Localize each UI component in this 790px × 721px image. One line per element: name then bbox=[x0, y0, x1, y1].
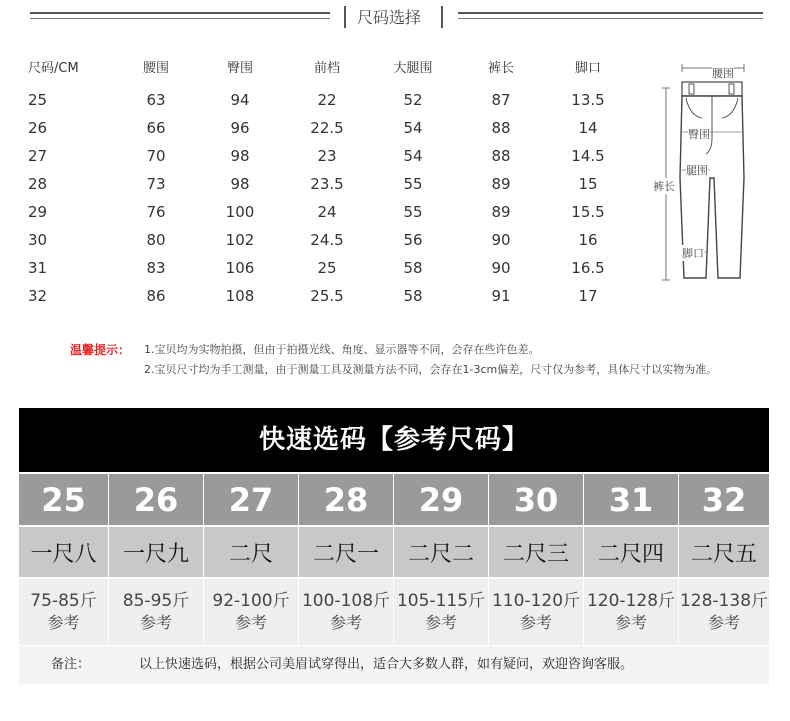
quick-weight-cell bbox=[394, 579, 489, 645]
size-table-cell: 54 bbox=[403, 119, 423, 137]
diagram-hip-label: 臀围 bbox=[688, 128, 710, 141]
size-table-cell: 73 bbox=[146, 175, 166, 193]
size-table-cell: 16.5 bbox=[571, 259, 605, 277]
size-table-row bbox=[28, 170, 630, 198]
size-table-cell: 86 bbox=[146, 287, 166, 305]
quick-size-title: 快速选码【参考尺码】 bbox=[19, 408, 769, 472]
note-bar bbox=[19, 646, 769, 684]
weight-range: 128-138斤 bbox=[679, 591, 769, 611]
size-table-cell: 26 bbox=[28, 119, 48, 137]
weight-range: 75-85斤 bbox=[30, 591, 97, 611]
size-table-cell: 25 bbox=[28, 91, 48, 109]
size-table-cell: 55 bbox=[403, 203, 423, 221]
weight-range: 105-115斤 bbox=[396, 591, 486, 611]
size-table-cell: 89 bbox=[491, 175, 511, 193]
diagram-waist-label: 腰围 bbox=[712, 67, 734, 80]
size-table-cell: 22 bbox=[317, 91, 337, 109]
quick-weight-cell bbox=[19, 579, 109, 645]
diagram-length-label: 裤长 bbox=[653, 180, 675, 193]
weight-range: 110-120斤 bbox=[491, 591, 581, 611]
size-table-cell: 108 bbox=[225, 287, 255, 305]
header-cell: 前档 bbox=[313, 60, 340, 76]
note-label: 备注： bbox=[51, 657, 91, 672]
section-title: 尺码选择 bbox=[357, 8, 422, 27]
size-table-cell: 76 bbox=[146, 203, 166, 221]
size-table-cell: 56 bbox=[403, 231, 423, 249]
size-table-cell: 25.5 bbox=[310, 287, 344, 305]
size-table-cell: 24 bbox=[317, 203, 337, 221]
header-bar-right bbox=[441, 6, 443, 28]
size-table-cell: 25 bbox=[317, 259, 337, 277]
header-rule-right bbox=[458, 12, 763, 14]
size-table-cell: 15 bbox=[578, 175, 598, 193]
size-table-row bbox=[28, 198, 630, 226]
size-table-cell: 22.5 bbox=[310, 119, 344, 137]
size-table bbox=[28, 54, 630, 310]
weight-ref-label: 参考 bbox=[47, 613, 80, 632]
size-table-cell: 90 bbox=[491, 259, 511, 277]
header-bar-left bbox=[344, 6, 346, 28]
size-table-cell: 91 bbox=[491, 287, 511, 305]
quick-size-cell: 32 bbox=[679, 474, 769, 525]
pants-diagram bbox=[640, 58, 780, 298]
quick-size-cell: 28 bbox=[299, 474, 394, 525]
size-table-cell: 66 bbox=[146, 119, 166, 137]
waist-row bbox=[19, 525, 769, 577]
size-table-cell: 23 bbox=[317, 147, 337, 165]
quick-waist-cell: 二尺四 bbox=[584, 527, 679, 577]
header-rule-left-thin bbox=[30, 18, 330, 19]
quick-weight-cell bbox=[109, 579, 204, 645]
size-table-cell: 98 bbox=[230, 175, 250, 193]
weight-range: 85-95斤 bbox=[122, 591, 190, 611]
header-cell: 尺码/CM bbox=[28, 60, 79, 76]
tips-line-1: 1.宝贝均为实物拍摄，但由于拍摄光线、角度、显示器等不同，会存在些许色差。 bbox=[144, 343, 540, 356]
size-table-cell: 24.5 bbox=[310, 231, 344, 249]
weight-row bbox=[19, 577, 769, 645]
weight-ref-label: 参考 bbox=[519, 613, 552, 632]
size-table-row bbox=[28, 226, 630, 254]
quick-size-cell: 30 bbox=[489, 474, 584, 525]
size-table-row bbox=[28, 282, 630, 310]
size-table-header bbox=[28, 54, 630, 78]
header-cell: 腰围 bbox=[142, 60, 169, 76]
size-table-cell: 55 bbox=[403, 175, 423, 193]
quick-waist-cell: 一尺八 bbox=[19, 527, 109, 577]
weight-ref-label: 参考 bbox=[234, 613, 267, 632]
size-table-row bbox=[28, 142, 630, 170]
tips-body bbox=[144, 340, 764, 380]
quick-weight-cell bbox=[489, 579, 584, 645]
size-row bbox=[19, 474, 769, 525]
size-table-cell: 15.5 bbox=[571, 203, 605, 221]
weight-ref-label: 参考 bbox=[424, 613, 457, 632]
size-table-cell: 63 bbox=[146, 91, 166, 109]
size-table-cell: 28 bbox=[28, 175, 48, 193]
size-table-cell: 102 bbox=[225, 231, 255, 249]
size-table-cell: 83 bbox=[146, 259, 166, 277]
size-table-cell: 94 bbox=[230, 91, 250, 109]
header-rule-right-thin bbox=[458, 18, 763, 19]
diagram-hem-label: 脚口 bbox=[682, 247, 704, 260]
quick-size-cell: 29 bbox=[394, 474, 489, 525]
size-table-row bbox=[28, 254, 630, 282]
size-table-cell: 54 bbox=[403, 147, 423, 165]
weight-range: 100-108斤 bbox=[301, 591, 391, 611]
size-table-cell: 106 bbox=[225, 259, 255, 277]
size-table-cell: 14 bbox=[578, 119, 598, 137]
quick-weight-cell bbox=[584, 579, 679, 645]
quick-weight-cell bbox=[204, 579, 299, 645]
size-table-cell: 98 bbox=[230, 147, 250, 165]
quick-weight-cell bbox=[679, 579, 769, 645]
tips-line-2: 2.宝贝尺寸均为手工测量，由于测量工具及测量方法不同，会存在1-3cm偏差，尺寸仅为参考，具体尺寸以实物为准。 bbox=[144, 363, 718, 376]
note-text: 以上快速选码，根据公司美眉试穿得出，适合大多数人群，如有疑问，欢迎咨询客服。 bbox=[139, 657, 634, 672]
size-table-cell: 80 bbox=[146, 231, 166, 249]
quick-size-cell: 27 bbox=[204, 474, 299, 525]
size-table-cell: 88 bbox=[491, 147, 511, 165]
size-table-cell: 29 bbox=[28, 203, 48, 221]
quick-waist-cell: 二尺三 bbox=[489, 527, 584, 577]
quick-waist-cell: 一尺九 bbox=[109, 527, 204, 577]
size-table-cell: 31 bbox=[28, 259, 48, 277]
size-table-cell: 96 bbox=[230, 119, 250, 137]
size-table-cell: 23.5 bbox=[310, 175, 344, 193]
quick-waist-cell: 二尺一 bbox=[299, 527, 394, 577]
quick-waist-cell: 二尺二 bbox=[394, 527, 489, 577]
weight-ref-label: 参考 bbox=[329, 613, 362, 632]
size-table-row bbox=[28, 86, 630, 114]
header-cell: 臀围 bbox=[226, 60, 253, 76]
size-table-cell: 52 bbox=[403, 91, 423, 109]
header-cell: 脚口 bbox=[574, 60, 601, 76]
size-table-cell: 30 bbox=[28, 231, 48, 249]
quick-waist-cell: 二尺 bbox=[204, 527, 299, 577]
size-table-cell: 32 bbox=[28, 287, 48, 305]
size-table-cell: 89 bbox=[491, 203, 511, 221]
diagram-thigh-label: 腿围 bbox=[686, 164, 708, 177]
size-table-cell: 88 bbox=[491, 119, 511, 137]
quick-size-cell: 25 bbox=[19, 474, 109, 525]
quick-size-cell: 31 bbox=[584, 474, 679, 525]
weight-range: 92-100斤 bbox=[212, 591, 290, 611]
size-table-row bbox=[28, 114, 630, 142]
size-table-cell: 27 bbox=[28, 147, 48, 165]
size-table-cell: 90 bbox=[491, 231, 511, 249]
size-table-cell: 87 bbox=[491, 91, 511, 109]
weight-ref-label: 参考 bbox=[614, 613, 647, 632]
header-cell: 大腿围 bbox=[393, 60, 433, 76]
weight-range: 120-128斤 bbox=[586, 591, 676, 611]
size-table-cell: 70 bbox=[146, 147, 166, 165]
size-table-cell: 100 bbox=[225, 203, 255, 221]
header-cell: 裤长 bbox=[487, 60, 514, 76]
size-table-cell: 14.5 bbox=[571, 147, 605, 165]
header-rule-left bbox=[30, 12, 330, 14]
size-table-cell: 16 bbox=[578, 231, 598, 249]
tips-label: 温馨提示： bbox=[70, 343, 131, 357]
quick-waist-cell: 二尺五 bbox=[679, 527, 769, 577]
size-table-cell: 58 bbox=[403, 259, 423, 277]
size-table-cell: 58 bbox=[403, 287, 423, 305]
weight-ref-label: 参考 bbox=[139, 613, 172, 632]
weight-ref-label: 参考 bbox=[707, 613, 740, 632]
quick-weight-cell bbox=[299, 579, 394, 645]
quick-size-cell: 26 bbox=[109, 474, 204, 525]
quick-size-grid bbox=[19, 474, 769, 645]
size-table-cell: 17 bbox=[578, 287, 598, 305]
size-table-cell: 13.5 bbox=[571, 91, 605, 109]
